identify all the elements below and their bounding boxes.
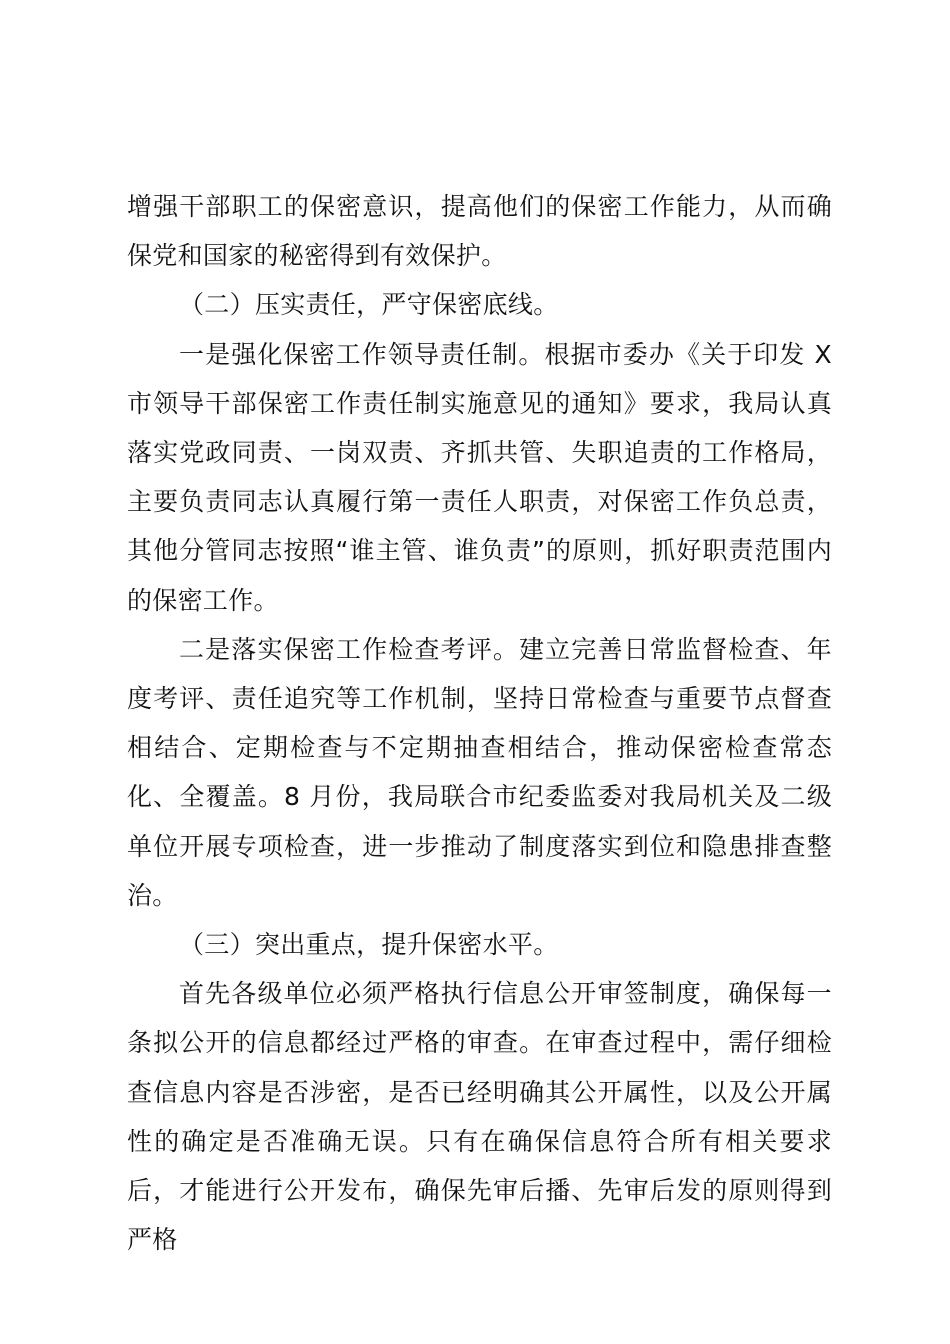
section-heading-3: （三）突出重点，提升保密水平。 [179,930,559,960]
paragraph-disclosure-review: 首先各级单位必须严格执行信息公开审签制度，确保每一条拟公开的信息都经过严格的审查。在审查过程中，需仔细检查信息内容是否涉密，是否已经明确其公开属性，以及公开属性的确定是否准确无误。只有在确保信息符合所有相关要求后，才能进行公开发布，确保先审后播、先审后发的原则得到严格 [127,979,832,1255]
paragraph-leadership-responsibility: 一是强化保密工作领导责任制。根据市委办《关于印发 X 市领导干部保密工作责任制实施意见的通知》要求，我局认真落实党政同责、一岗双责、齐抓共管、失职追责的工作格局，主要负责同志认真履行第一责任人职责，对保密工作负总责，其他分管同志按照“谁主管、谁负责”的原则，抓好职责范围内的保密工作。 [127,339,832,615]
paragraph-continuation: 增强干部职工的保密意识，提高他们的保密工作能力，从而确保党和国家的秘密得到有效保护。 [127,192,832,271]
paragraph-inspection-evaluation: 二是落实保密工作检查考评。建立完善日常监督检查、年度考评、责任追究等工作机制，坚持日常检查与重要节点督查相结合、定期检查与不定期抽查相结合，推动保密检查常态化、全覆盖。8 月份，我局联合市纪委监委对我局机关及二级单位开展专项检查，进一步推动了制度落实到位和隐患排查整治。 [127,634,832,910]
section-heading-2: （二）压实责任，严守保密底线。 [179,290,559,320]
document-body [127,182,832,1264]
